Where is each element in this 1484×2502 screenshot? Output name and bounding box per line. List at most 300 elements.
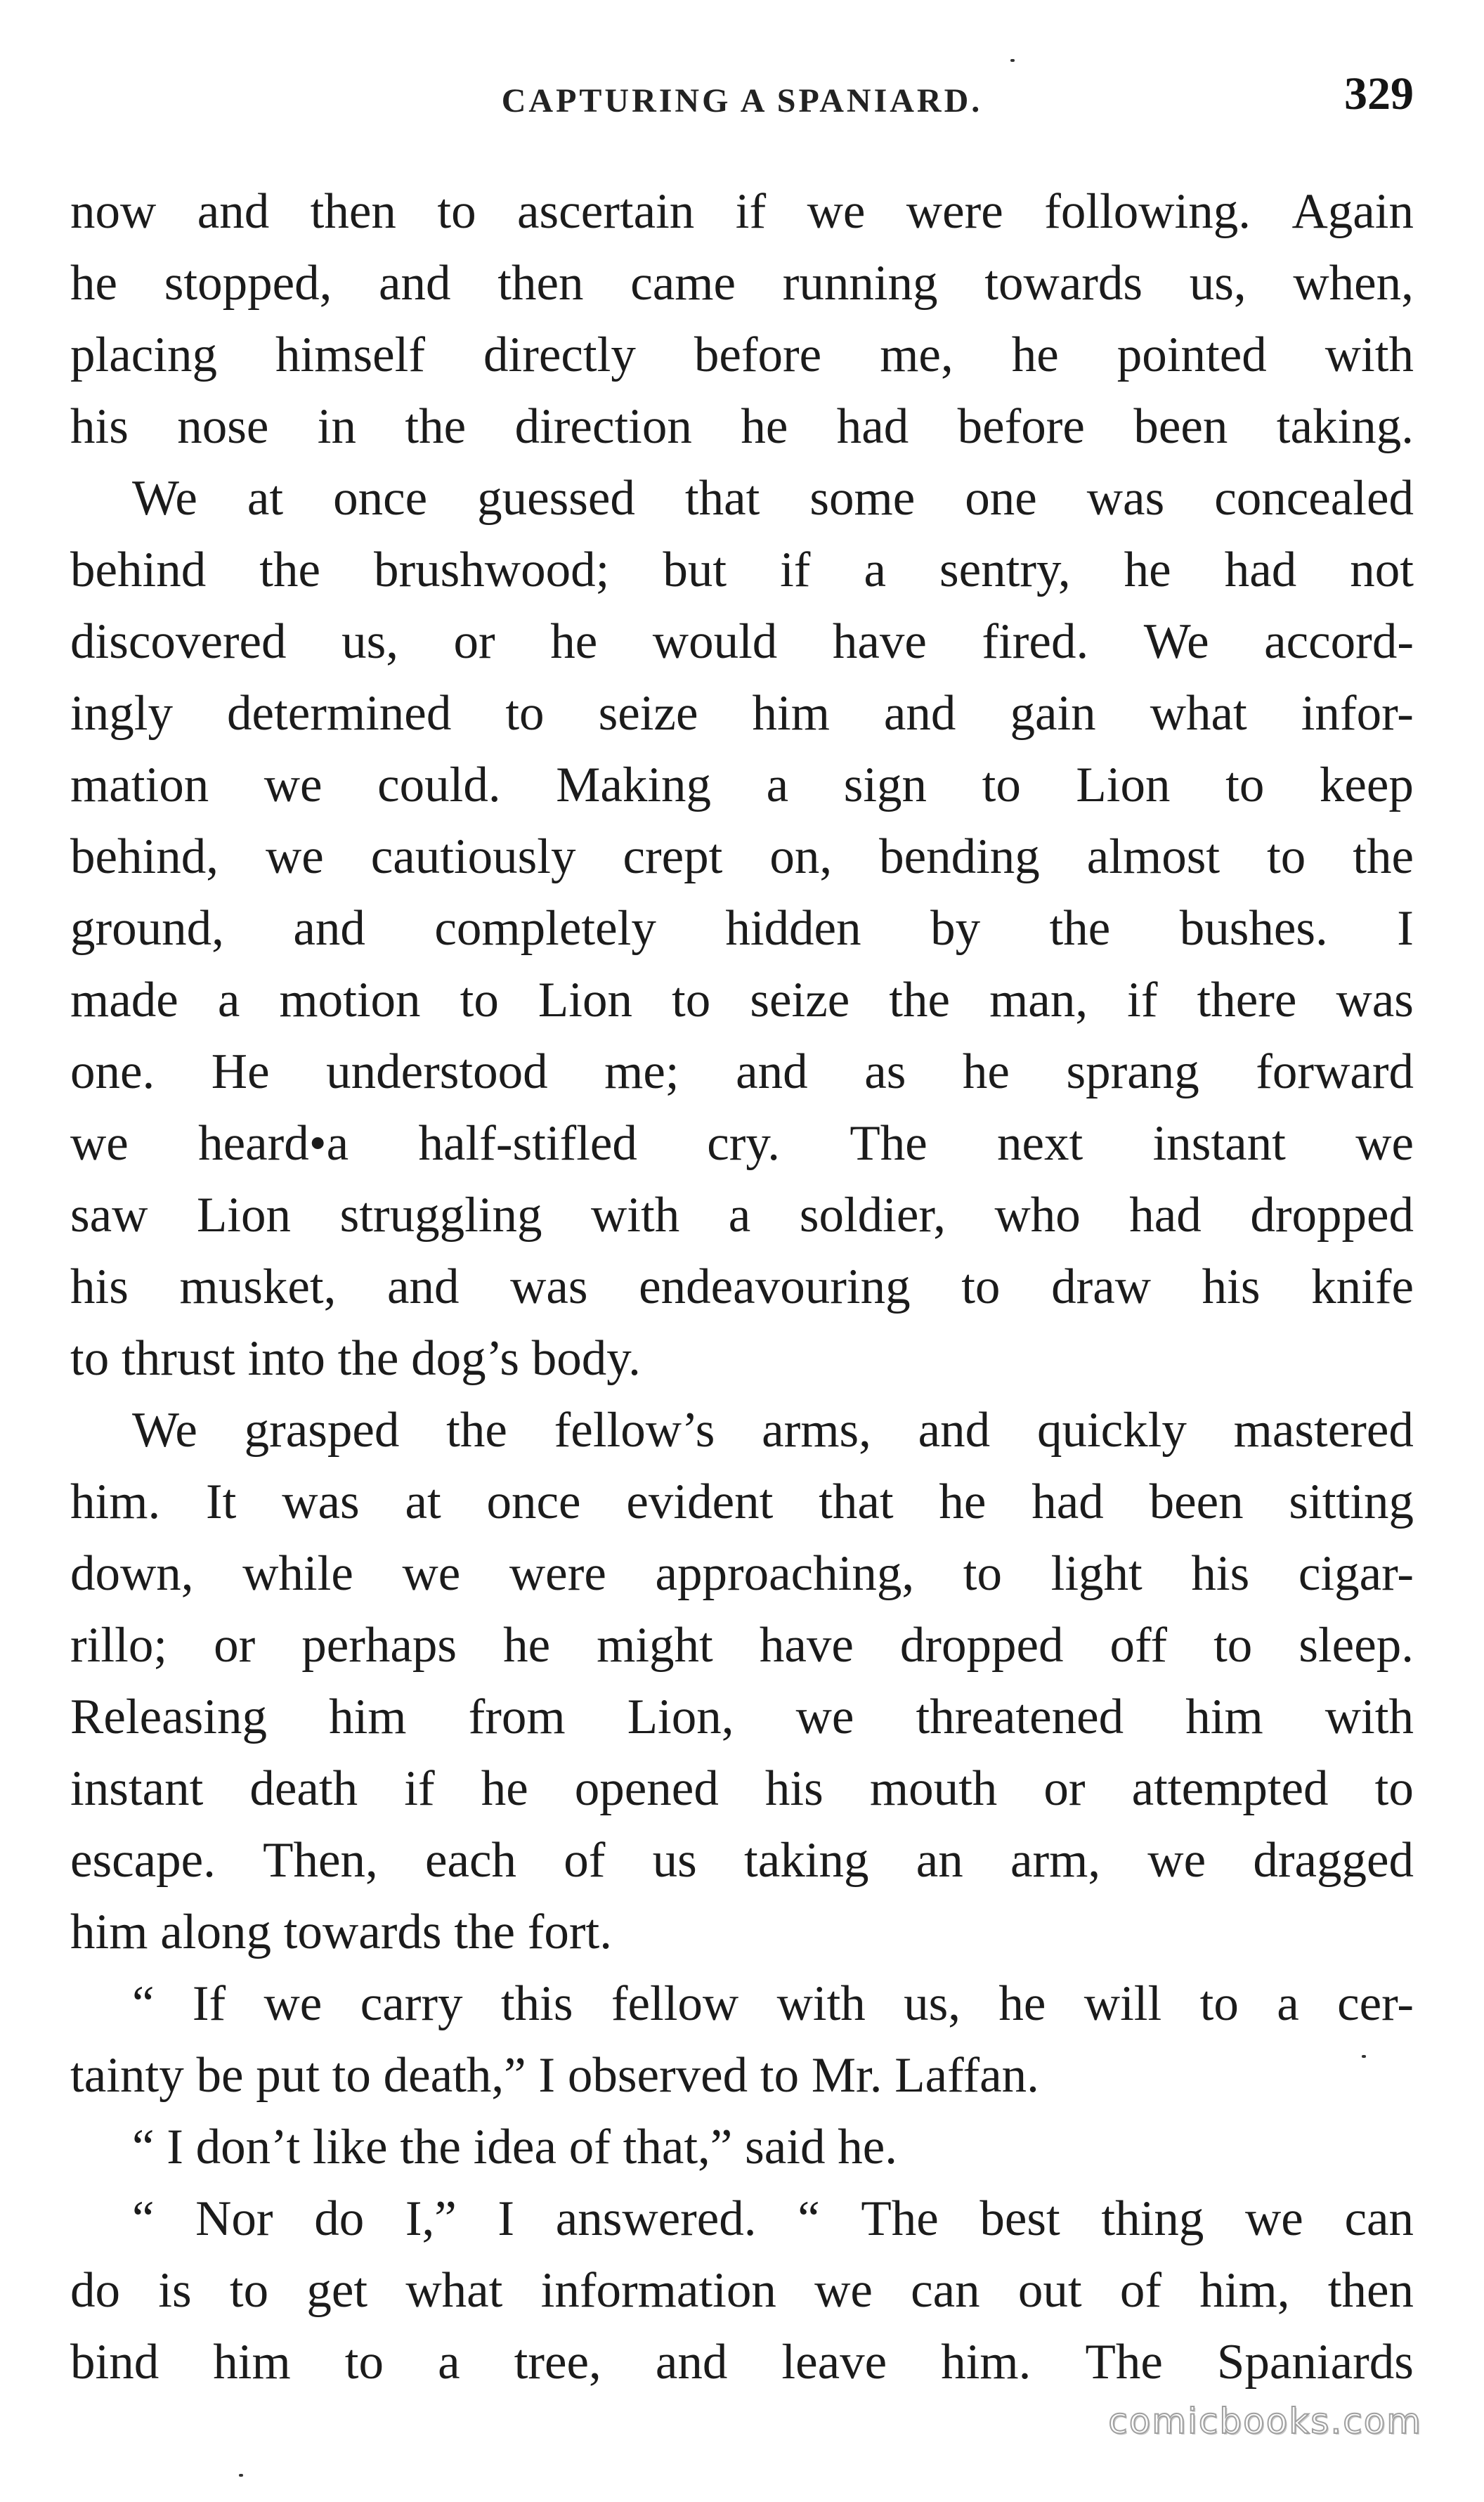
word: or	[214, 1618, 256, 1673]
word: him	[329, 1690, 407, 1744]
word: He	[211, 1044, 270, 1099]
word: perhaps	[301, 1618, 457, 1673]
word: to	[460, 973, 499, 1028]
word: musket,	[179, 1259, 337, 1314]
word: crept	[623, 829, 723, 884]
word: us,	[904, 1976, 961, 2031]
word: himself	[275, 328, 425, 382]
word: to	[961, 1259, 1001, 1314]
word: taking.	[1276, 399, 1414, 454]
word: rillo;	[70, 1618, 168, 1673]
word: and	[386, 1259, 460, 1314]
word: he	[939, 1474, 987, 1529]
word: we	[807, 184, 866, 239]
word: bending	[879, 829, 1040, 884]
word: stopped,	[164, 256, 332, 311]
word: his	[764, 1761, 824, 1816]
print-speck	[1010, 59, 1015, 62]
word: a	[864, 543, 886, 597]
word: gain	[1010, 686, 1096, 741]
word: best	[979, 2191, 1060, 2246]
word: might	[597, 1618, 713, 1673]
word: me,	[880, 328, 953, 382]
text-line	[70, 1036, 1414, 1108]
word: this	[500, 1976, 573, 2031]
text-line-paragraph-start	[70, 2183, 1414, 2255]
word: to	[1213, 1618, 1253, 1673]
word: him.	[70, 1474, 161, 1529]
word: and	[918, 1403, 991, 1458]
text-line	[70, 2326, 1414, 2398]
word: approaching,	[655, 1546, 915, 1601]
word: of	[1119, 2263, 1162, 2318]
word: a	[766, 758, 789, 812]
word: soldier,	[799, 1188, 946, 1243]
word: on,	[769, 829, 833, 884]
word: what	[1150, 686, 1247, 741]
word: to	[963, 1546, 1002, 1601]
word: do	[70, 2263, 120, 2318]
word: motion	[279, 973, 421, 1028]
word: we	[1147, 1833, 1206, 1888]
text-line	[70, 176, 1414, 247]
word: to	[672, 973, 711, 1028]
word: the	[1353, 829, 1414, 884]
word: then	[497, 256, 584, 311]
word: will	[1083, 1976, 1162, 2031]
word: leave	[781, 2335, 887, 2390]
word: fellow	[611, 1976, 739, 2031]
word: some	[809, 471, 916, 526]
word: at	[405, 1474, 441, 1529]
word: ascertain	[517, 184, 695, 239]
word: to	[1267, 829, 1306, 884]
word: before	[957, 399, 1085, 454]
word: sleep.	[1298, 1618, 1414, 1673]
word: sign	[843, 758, 928, 812]
word: and	[883, 686, 956, 741]
word: determined	[226, 686, 452, 741]
text-line	[70, 821, 1414, 893]
word: if	[404, 1761, 435, 1816]
word: thing	[1101, 2191, 1204, 2246]
word: with	[1324, 1690, 1414, 1744]
word: mastered	[1233, 1403, 1414, 1458]
word: dropped	[899, 1618, 1064, 1673]
word: Lion	[538, 973, 632, 1028]
word: at	[247, 471, 284, 526]
word: would	[652, 614, 778, 669]
word: one.	[70, 1044, 155, 1099]
word: mouth	[869, 1761, 998, 1816]
word: what	[405, 2263, 503, 2318]
word: brushwood;	[374, 543, 610, 597]
word: pointed	[1117, 328, 1267, 382]
text-line	[70, 391, 1414, 462]
word: attempted	[1131, 1761, 1329, 1816]
word: us,	[1189, 256, 1247, 311]
text-line	[70, 678, 1414, 749]
word: him	[1185, 1690, 1263, 1744]
word: he	[481, 1761, 528, 1816]
word: that	[819, 1474, 894, 1529]
word: he	[1011, 328, 1059, 382]
word: carry	[360, 1976, 463, 2031]
word: were	[509, 1546, 606, 1601]
word: was	[1336, 973, 1414, 1028]
word: if	[780, 543, 811, 597]
word: him	[213, 2335, 291, 2390]
word: cigar-	[1298, 1546, 1414, 1601]
word: if	[1127, 973, 1158, 1028]
word: Making	[556, 758, 712, 812]
word: It	[206, 1474, 237, 1529]
word: half-stifled	[418, 1116, 637, 1171]
word: if	[735, 184, 767, 239]
word: the	[889, 973, 951, 1028]
word: endeavouring	[639, 1259, 911, 1314]
word: with	[1324, 328, 1414, 382]
word: and	[655, 2335, 728, 2390]
word: but	[663, 543, 727, 597]
word: then	[1327, 2263, 1414, 2318]
word: cry.	[707, 1116, 781, 1171]
word: to	[1225, 758, 1265, 812]
word: “	[132, 2191, 155, 2246]
running-head: CAPTURING A SPANIARD.	[501, 82, 983, 119]
word: and	[293, 901, 365, 956]
word: and	[197, 184, 270, 239]
word: and	[736, 1044, 808, 1099]
word: ingly	[70, 686, 173, 741]
word: us	[652, 1833, 697, 1888]
word: forward	[1256, 1044, 1414, 1099]
word: sitting	[1289, 1474, 1414, 1529]
word: he	[962, 1044, 1010, 1099]
word: us,	[341, 614, 398, 669]
word: death	[249, 1761, 358, 1816]
word: was	[510, 1259, 588, 1314]
text-line	[70, 964, 1414, 1036]
word: escape.	[70, 1833, 216, 1888]
word: “	[798, 2191, 820, 2246]
word: taking	[744, 1833, 869, 1888]
word: a	[1277, 1976, 1299, 2031]
word: can	[1344, 2191, 1414, 2246]
word: tree,	[514, 2335, 601, 2390]
text-line-paragraph-start	[70, 1394, 1414, 1466]
word: hidden	[725, 901, 861, 956]
word: seize	[750, 973, 850, 1028]
word: came	[630, 256, 736, 311]
word: of	[564, 1833, 606, 1888]
word: that	[684, 471, 760, 526]
word: out	[1017, 2263, 1082, 2318]
word: infor-	[1301, 686, 1414, 741]
word: there	[1197, 973, 1297, 1028]
text-line	[70, 1251, 1414, 1323]
word: cautiously	[370, 829, 576, 884]
word: we	[265, 829, 324, 884]
word: arms,	[762, 1403, 871, 1458]
word: following.	[1044, 184, 1251, 239]
word: Then,	[263, 1833, 378, 1888]
word: a	[217, 973, 240, 1028]
word: we	[70, 1116, 129, 1171]
word: answered.	[555, 2191, 757, 2246]
word: had	[1129, 1188, 1202, 1243]
word: heard•a	[198, 1116, 349, 1171]
word: not	[1350, 543, 1414, 597]
word: Again	[1291, 184, 1414, 239]
text-line	[70, 893, 1414, 964]
word: we	[402, 1546, 461, 1601]
word: keep	[1319, 758, 1414, 812]
word: the	[1049, 901, 1111, 956]
word: nose	[177, 399, 269, 454]
text-line-paragraph-end: to thrust into the dog’s body.	[70, 1331, 641, 1386]
word: was	[1086, 471, 1165, 526]
word: I	[1397, 901, 1414, 956]
word: who	[994, 1188, 1081, 1243]
word: him	[752, 686, 830, 741]
page-header	[70, 67, 1414, 152]
word: sprang	[1066, 1044, 1199, 1099]
word: dropped	[1250, 1188, 1414, 1243]
word: a	[438, 2335, 460, 2390]
word: he	[550, 614, 598, 669]
word: once	[486, 1474, 581, 1529]
word: were	[906, 184, 1003, 239]
word: he	[70, 256, 118, 311]
word: seize	[598, 686, 698, 741]
text-line-paragraph-single: “ I don’t like the idea of that,” said he.	[132, 2120, 897, 2174]
word: we	[1245, 2191, 1303, 2246]
word: or	[453, 614, 495, 669]
page-number: 329	[1344, 68, 1414, 119]
word: evident	[626, 1474, 774, 1529]
word: now	[70, 184, 157, 239]
word: had	[1224, 543, 1297, 597]
word: Spaniards	[1216, 2335, 1414, 2390]
word: running	[782, 256, 938, 311]
word: behind,	[70, 829, 219, 884]
word: had	[1031, 1474, 1104, 1529]
word: could.	[377, 758, 501, 812]
word: discovered	[70, 614, 287, 669]
word: we	[263, 758, 323, 812]
word: The	[1085, 2335, 1163, 2390]
word: an	[916, 1833, 963, 1888]
word: information	[540, 2263, 776, 2318]
word: draw	[1051, 1259, 1151, 1314]
body-text	[70, 176, 1414, 2398]
word: can	[911, 2263, 980, 2318]
word: cer-	[1337, 1976, 1414, 2031]
word: to	[505, 686, 545, 741]
word: when,	[1293, 256, 1414, 311]
text-line	[70, 319, 1414, 391]
word: Lion,	[627, 1690, 734, 1744]
word: ground,	[70, 901, 224, 956]
word: instant	[70, 1761, 204, 1816]
word: Lion	[196, 1188, 292, 1243]
word: he	[1124, 543, 1171, 597]
word: concealed	[1214, 471, 1414, 526]
word: bind	[70, 2335, 160, 2390]
word: towards	[984, 256, 1143, 311]
word: saw	[70, 1188, 148, 1243]
word: placing	[70, 328, 217, 382]
word: mation	[70, 758, 209, 812]
word: get	[306, 2263, 368, 2318]
word: he	[998, 1976, 1046, 2031]
word: and	[379, 256, 451, 311]
text-line	[70, 606, 1414, 678]
word: to	[344, 2335, 384, 2390]
text-line-paragraph-start	[70, 462, 1414, 534]
word: man,	[989, 973, 1088, 1028]
word: had	[836, 399, 909, 454]
word: or	[1043, 1761, 1086, 1816]
word: him.	[941, 2335, 1031, 2390]
text-line	[70, 1108, 1414, 1179]
word: was	[282, 1474, 360, 1529]
word: me;	[604, 1044, 679, 1099]
word: been	[1149, 1474, 1244, 1529]
watermark: comicbooks.com	[1108, 2401, 1422, 2442]
word: We	[1143, 614, 1209, 669]
text-line	[70, 1466, 1414, 1538]
word: arm,	[1010, 1833, 1101, 1888]
word: The	[850, 1116, 928, 1171]
word: struggling	[339, 1188, 542, 1243]
word: with	[591, 1188, 680, 1243]
word: fellow’s	[554, 1403, 715, 1458]
word: his	[70, 399, 129, 454]
word: grasped	[244, 1403, 400, 1458]
word: we	[795, 1690, 854, 1744]
word: We	[132, 1403, 197, 1458]
word: he	[503, 1618, 551, 1673]
word: guessed	[477, 471, 635, 526]
word: The	[861, 2191, 939, 2246]
word: sentry,	[939, 543, 1071, 597]
word: quickly	[1036, 1403, 1187, 1458]
word: behind	[70, 543, 207, 597]
word: to	[1199, 1976, 1239, 2031]
word: the	[259, 543, 321, 597]
word: light	[1050, 1546, 1143, 1601]
word: opened	[574, 1761, 719, 1816]
word: almost	[1086, 829, 1221, 884]
word: we	[814, 2263, 873, 2318]
word: one	[965, 471, 1037, 526]
text-line	[70, 534, 1414, 606]
word: Releasing	[70, 1690, 267, 1744]
word: to	[229, 2263, 269, 2318]
word: understood	[326, 1044, 548, 1099]
text-line	[70, 749, 1414, 821]
text-line-paragraph-start	[70, 1968, 1414, 2040]
word: “	[132, 1976, 155, 2031]
word: to	[437, 184, 476, 239]
word: completely	[434, 901, 656, 956]
word: a	[728, 1188, 751, 1243]
word: his	[1191, 1546, 1250, 1601]
word: his	[70, 1259, 129, 1314]
word: If	[192, 1976, 226, 2031]
word: fired.	[982, 614, 1089, 669]
word: off	[1109, 1618, 1168, 1673]
word: is	[158, 2263, 192, 2318]
word: in	[317, 399, 357, 454]
word: the	[405, 399, 467, 454]
word: by	[930, 901, 981, 956]
word: direction	[514, 399, 692, 454]
word: accord-	[1264, 614, 1414, 669]
word: then	[310, 184, 396, 239]
word: I	[497, 2191, 515, 2246]
text-line	[70, 1753, 1414, 1824]
word: bushes.	[1179, 901, 1328, 956]
word: down,	[70, 1546, 194, 1601]
word: as	[864, 1044, 906, 1099]
word: been	[1133, 399, 1228, 454]
text-line	[70, 1179, 1414, 1251]
word: do	[314, 2191, 365, 2246]
word: We	[132, 471, 197, 526]
text-line	[70, 247, 1414, 319]
word: his	[1202, 1259, 1261, 1314]
word: he	[741, 399, 788, 454]
text-line-paragraph-end: tainty be put to death,” I observed to Mr. Laffan.	[70, 2048, 1039, 2103]
word: dragged	[1253, 1833, 1414, 1888]
word: before	[694, 328, 822, 382]
word: each	[425, 1833, 517, 1888]
word: next	[997, 1116, 1083, 1171]
word: from	[468, 1690, 566, 1744]
word: instant	[1152, 1116, 1286, 1171]
word: with	[776, 1976, 866, 2031]
text-line	[70, 2255, 1414, 2326]
text-line	[70, 1681, 1414, 1753]
print-speck	[239, 2474, 243, 2477]
word: directly	[483, 328, 636, 382]
word: to	[1374, 1761, 1414, 1816]
word: the	[446, 1403, 507, 1458]
text-line-paragraph-end: him along towards the fort.	[70, 1905, 612, 1959]
word: him,	[1199, 2263, 1290, 2318]
text-line	[70, 1824, 1414, 1896]
text-line	[70, 1538, 1414, 1609]
word: threatened	[916, 1690, 1124, 1744]
word: Lion	[1076, 758, 1171, 812]
print-speck	[1362, 2055, 1366, 2058]
word: while	[242, 1546, 353, 1601]
word: we	[263, 1976, 323, 2031]
word: I,”	[405, 2191, 457, 2246]
word: Nor	[195, 2191, 273, 2246]
word: we	[1355, 1116, 1414, 1171]
word: have	[832, 614, 927, 669]
word: made	[70, 973, 178, 1028]
word: once	[333, 471, 428, 526]
word: have	[759, 1618, 854, 1673]
text-line	[70, 1609, 1414, 1681]
word: knife	[1311, 1259, 1414, 1314]
word: to	[982, 758, 1021, 812]
